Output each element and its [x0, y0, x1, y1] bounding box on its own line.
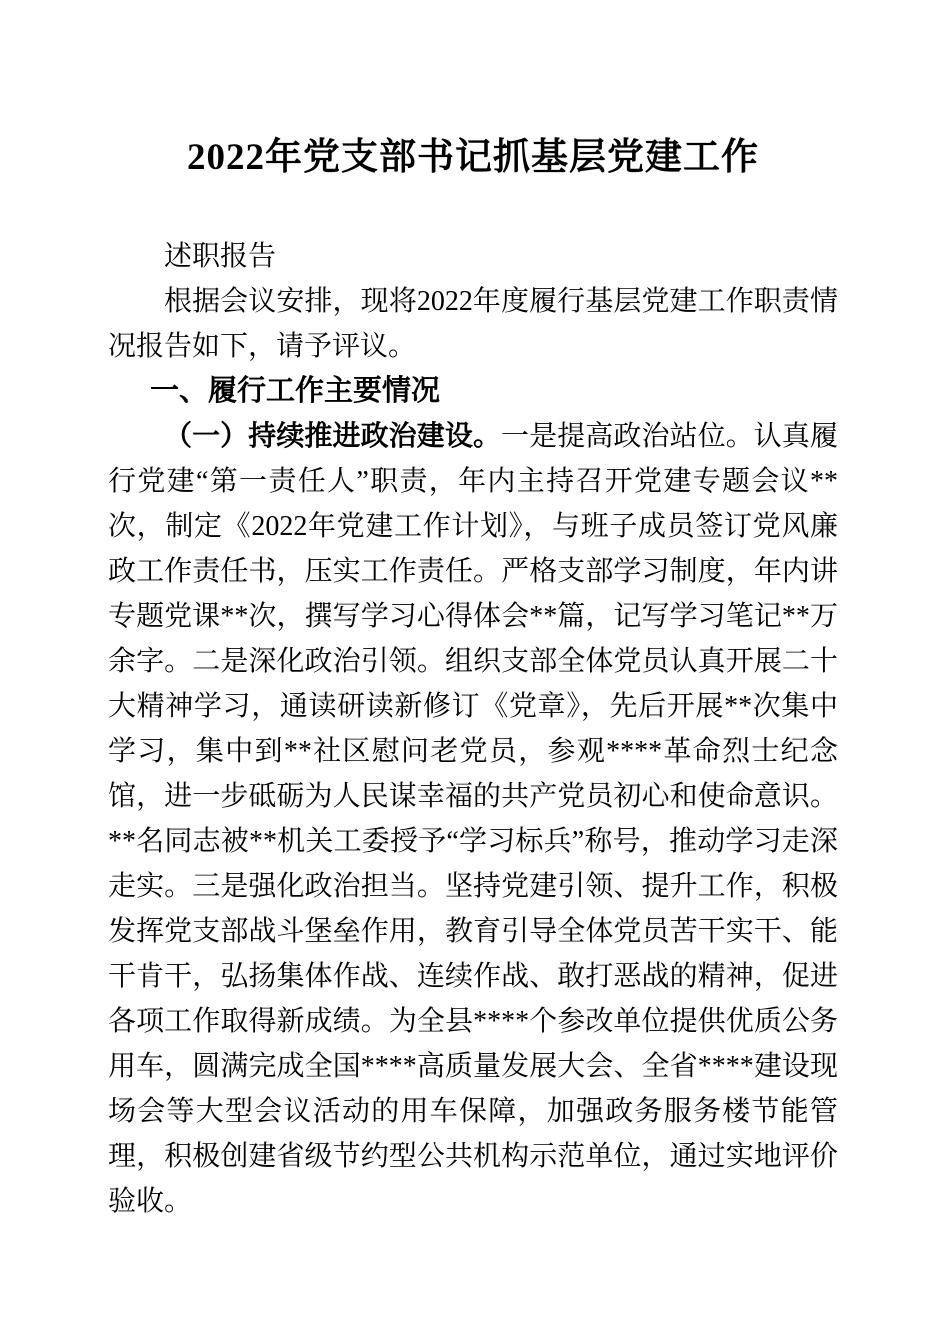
paragraph-intro: 根据会议安排，现将2022年度履行基层党建工作职责情况报告如下，请予评议。 — [108, 286, 838, 362]
section-heading-1: 一、履行工作主要情况 — [150, 375, 441, 407]
paragraph-section-1-body: 一是提高政治站位。认真履行党建“第一责任人”职责，年内主持召开党建专题会议**次，制定《2022年党建工作计划》，与班子成员签订党风廉政工作责任书，压实工作责任。严格支部学习制度，年内讲专题党课**次，撰写学习心得体会**篇，记写学习笔记**万余字。二是深化政治引领。组织支部全体党员认真开展二十大精神学习，通读研读新修订《党章》，先后开展**次集中学习，集中到**社区慰问老党员，参观****革命烈士纪念馆，进一步砥砺为人民谋幸福的共产党员初心和使命意识。**名同志被**机关工委授予“学习标兵”称号，推动学习走深走实。三是强化政治担当。坚持党建引领、提升工作，积极发挥党支部战斗堡垒作用，教育引导全体党员苦干实干、能干肯干，弘扬集体作战、连续作战、敢打恶战的精神，促进各项工作取得新成绩。为全县****个参改单位提供优质公务用车，圆满完成全国****高质量发展大会、全省****建设现场会等大型会议活动的用车保障，加强政务服务楼节能管理，积极创建省级节约型公共机构示范单位，通过实地评价验收。 — [108, 421, 838, 1217]
paragraph-section-1-lead: （一）持续推进政治建设。 — [164, 421, 502, 452]
paragraph-section-1 — [108, 414, 838, 1224]
paragraph-report-type: 述职报告 — [164, 241, 277, 272]
document-title: 2022年党支部书记抓基层党建工作 — [187, 137, 759, 178]
